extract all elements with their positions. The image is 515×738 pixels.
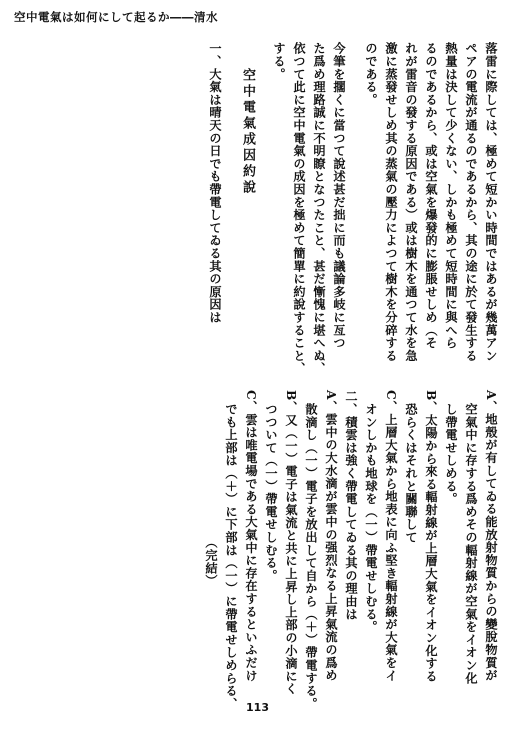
list-item: 一、大氣は晴天の日でも帶電してゐる其の原因は <box>208 42 222 324</box>
text-line: れが雷音の發する原因である）或は樹木を通つて水を急 <box>404 42 418 362</box>
text-line: する。 <box>272 42 286 81</box>
end-mark: （完結） <box>204 536 218 588</box>
text-line: 激に蒸發せしめ其の蒸氣の壓力によつて樹木を分碎する <box>384 42 398 362</box>
text-line: B、又（一）電子は氣流と共に上昇し上部の小滴にく <box>284 390 298 696</box>
text-line: つついて（一）帶電せしむる。 <box>264 390 278 582</box>
text-line: A、地殼が有してゐる能放射物質からの變脫物質が <box>484 390 498 682</box>
text-line: 空氣中に存する爲めその輻射線が空氣をイオン化 <box>464 390 478 685</box>
paragraph-gap <box>349 42 361 352</box>
page-number: 113 <box>246 701 269 714</box>
paragraph-gap <box>225 42 237 352</box>
text-line: でも上部は（＋）に下部は（一）に帶電せしめらる、 <box>224 390 238 710</box>
text-line: 落雷に際しては、極めて短かい時間ではあるが幾萬アン <box>484 42 498 362</box>
text-line: ペアの電流が通るのであるから、其の途に於て發生する <box>464 42 478 362</box>
text-line: A、雲中の大水滴が雲中の强烈なる上昇氣流の爲め <box>324 390 338 682</box>
text-line: のである。 <box>364 42 378 106</box>
section-heading: 空中電氣成因約說 <box>240 68 255 196</box>
text-line: た爲め理路誠に不明瞭となつたこと、甚だ慚愧に堪へぬ、 <box>312 42 326 375</box>
paragraph-gap <box>257 42 269 352</box>
text-line: るのであるから、或は空氣を爆發的に膨脹せしめ（そ <box>424 42 438 350</box>
text-line: し帶電せしめる。 <box>444 390 458 506</box>
text-line: C、上層大氣から地表に向ふ堅き輻射線が大氣をイ <box>384 390 398 682</box>
text-line: 散滴し（一）電子を放出して自から（＋）帶電する。 <box>304 390 318 710</box>
list-item: 二、積雲は強く帶電してゐる其の理由は <box>344 390 358 621</box>
text-line: 依つて此に空中電氣の成因を極めて簡單に約說すること、 <box>292 42 306 375</box>
running-header: 空中電氣は如何にして起るか――清水 <box>14 10 218 24</box>
text-line: B、太陽から來る輻射線が上層大氣をイオン化する <box>424 390 438 683</box>
text-line: 今筆を擱くに當つて說述甚だ拙に而も議論多岐に亙つ <box>332 42 346 350</box>
text-line: オンしかも地球を（一）帶電せしむる。 <box>364 390 378 634</box>
text-line: 恐らくはそれと關聯して <box>404 390 418 544</box>
text-line: 熱量は決して少くない、しかも極めて短時間に與へら <box>444 42 458 350</box>
text-line: C、雲は唯電場である大氣中に存在するといふだけ <box>244 390 258 682</box>
upper-text-block <box>9 42 501 375</box>
